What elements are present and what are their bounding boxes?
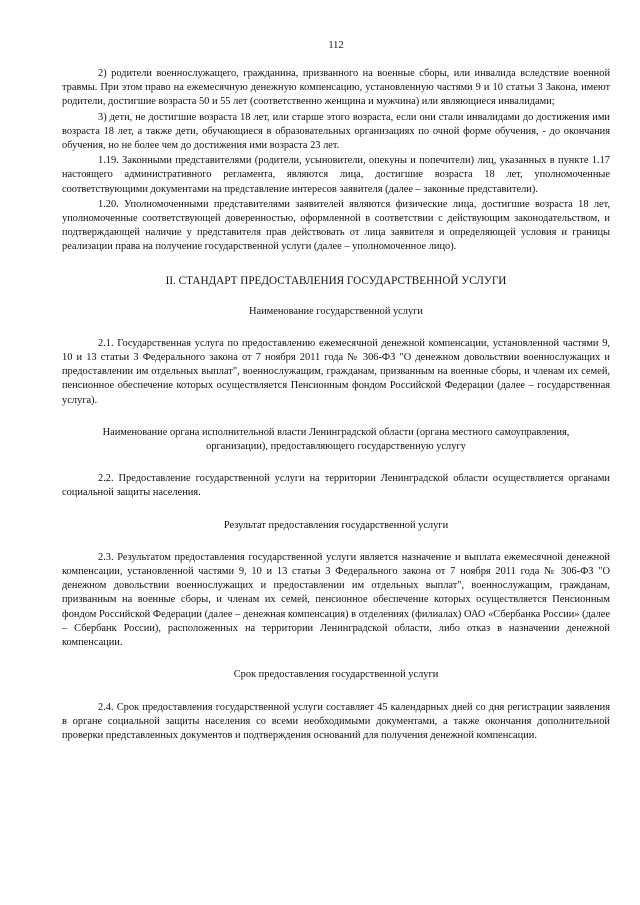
page-number: 112 bbox=[328, 40, 344, 51]
subheading-result: Результат предоставления государственной услуги bbox=[223, 519, 449, 531]
section-title: II. СТАНДАРТ ПРЕДОСТАВЛЕНИЯ ГОСУДАРСТВЕННОЙ УСЛУГИ bbox=[165, 274, 507, 287]
paragraph-2-3: 2.3. Результатом предоставления государственной услуги является назначение и выплата ежемесячной денежной компенсации, установленной частями 9, 10 и 13 статьи 3 Федерального закона от 7 ноября 2011 года № 306-ФЗ "О денежном довольствии военнослужащих и предоставлении им отдельных выплат", военнослужащим, гражданам, призванным на военные сборы, и членам их семей, пенсионное обеспечение которых осуществляется Пенсионным фондом Российской Федерации (далее – денежная компенсация) в отделениях (филиалах) ОАО «Сбербанка России» (далее – Сбербанк России), расположенных на территории Ленинградской области, либо отказ в назначении денежной компенсации. bbox=[62, 551, 610, 649]
paragraph-2-2: 2.2. Предоставление государственной услуги на территории Ленинградской области осуществляется органами социальной защиты населения. bbox=[62, 473, 610, 499]
subheading-authority: Наименование органа исполнительной власти Ленинградской области (органа местного самоуправления, организации), предоставляющего государственную услугу bbox=[102, 426, 570, 453]
paragraph-2-4: 2.4. Срок предоставления государственной услуги составляет 45 календарных дней со дня регистрации заявления в органе социальной защиты населения со всеми необходимыми документами, а также окончания дополнительной проверки представленных документов и подтверждения оснований для получения денежной компенсации. bbox=[62, 701, 610, 741]
paragraph-children: 3) дети, не достигшие возраста 18 лет, или старше этого возраста, если они стали инвалидами до достижения ими возраста 18 лет, а также дети, обучающиеся в образовательных организациях по очной форме обучения, - до окончания обучения, но не более чем до достижения ими возраста 23 лет. bbox=[62, 111, 610, 152]
paragraph-1-19: 1.19. Законными представителями (родители, усыновители, опекуны и попечители) лиц, указанных в пункте 1.17 настоящего административного регламента, являются лица, достигшие возраста 18 лет, уполномоченные соответствующими документами на представление интересов заявителя (далее – законные представители). bbox=[62, 155, 610, 195]
subheading-term: Срок предоставления государственной услуги bbox=[233, 669, 439, 681]
subheading-service-name: Наименование государственной услуги bbox=[249, 305, 423, 317]
paragraph-parents: 2) родители военнослужащего, гражданина, призванного на военные сборы, или инвалида вследствие военной травмы. При этом право на ежемесячную денежную компенсацию, установленную частями 9 и 10 статьи 3 Закона, имеют родители, достигшие возраста 50 и 55 лет (соответственно женщина и мужчина) или являющиеся инвалидами; bbox=[62, 68, 610, 108]
paragraph-2-1: 2.1. Государственная услуга по предоставлению ежемесячной денежной компенсации, установленной частями 9, 10 и 13 статьи 3 Федерального закона от 7 ноября 2011 года № 306-ФЗ "О денежном довольствии военнослужащих и предоставлении им отдельных выплат", военнослужащим, гражданам, призванным на военные сборы, и членам их семей, пенсионное обеспечение которых осуществляется Пенсионным фондом Российской Федерации (далее – государственная услуга). bbox=[62, 337, 610, 406]
paragraph-1-20: 1.20. Уполномоченными представителями заявителей являются физические лица, достигшие возраста 18 лет, уполномоченные соответствующей доверенностью, оформленной в соответствии с действующим законодательством, и подтверждающей наличие у представителя прав действовать от лица заявителя и определяющей условия и границы реализации права на получение государственной услуги (далее – уполномоченное лицо). bbox=[62, 198, 610, 253]
